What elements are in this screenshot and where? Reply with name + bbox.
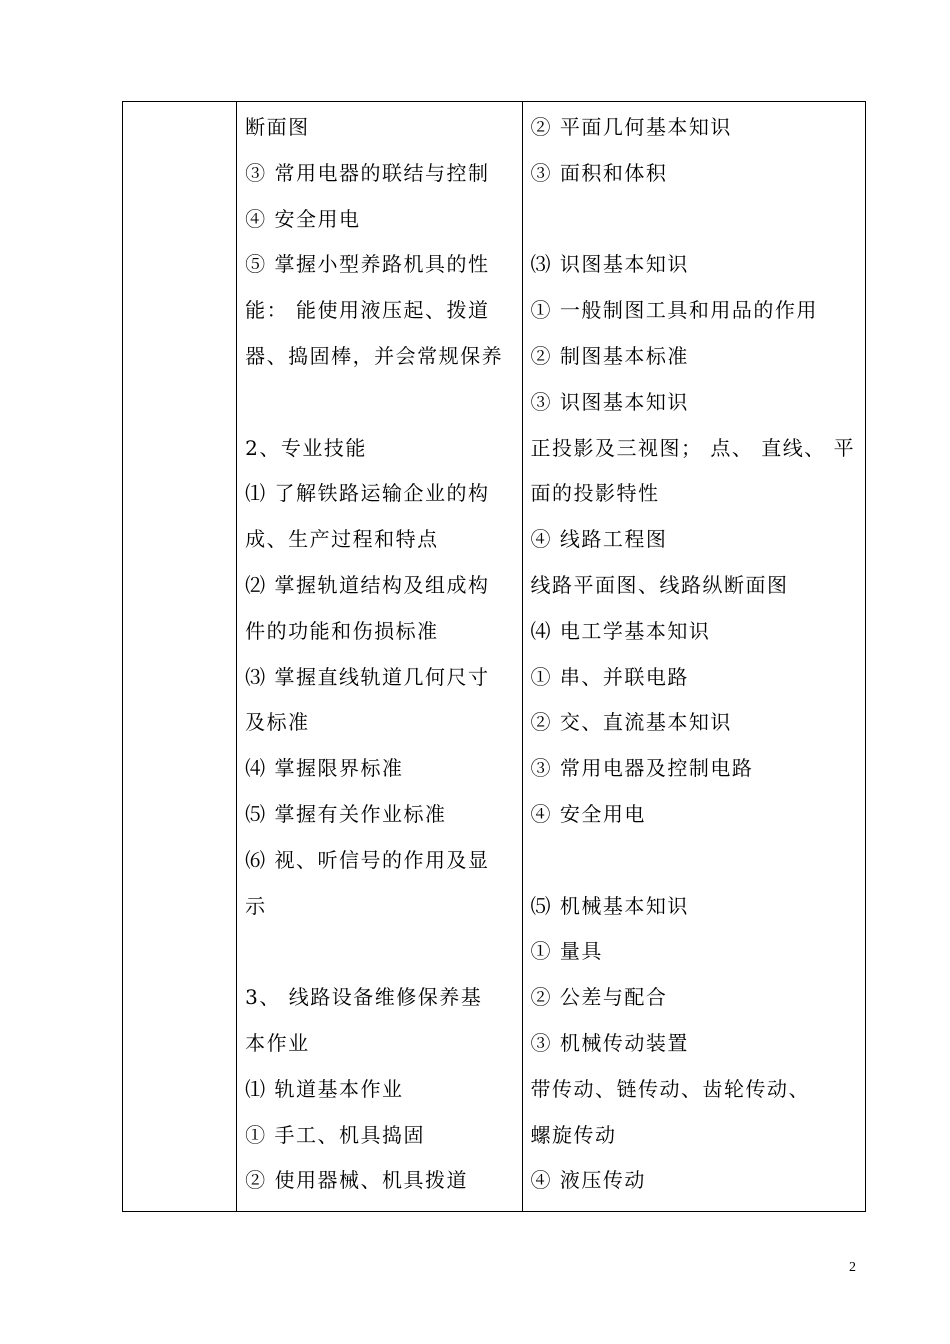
text-line: ⑴ 了解铁路运输企业的构 <box>245 481 490 506</box>
text-line: 及标准 <box>245 710 310 735</box>
text-line: 正投影及三视图； 点、 直线、 平 <box>530 435 856 460</box>
text-line: ① 手工、机具捣固 <box>245 1122 425 1147</box>
text-line: ② 交、直流基本知识 <box>530 710 732 735</box>
text-line: ① 一般制图工具和用品的作用 <box>530 298 818 323</box>
text-line: ③ 机械传动装置 <box>530 1030 689 1055</box>
text-line: 器、捣固棒，并会常规保养 <box>245 343 504 368</box>
text-line: ⑶ 识图基本知识 <box>530 252 689 277</box>
table-cell-skills <box>237 102 522 1212</box>
text-line: 2、专业技能 <box>245 435 367 460</box>
text-line <box>531 204 859 250</box>
text-line <box>245 936 515 982</box>
text-line: ④ 线路工程图 <box>530 527 668 552</box>
text-line: ④ 安全用电 <box>530 801 646 826</box>
skills-text-block <box>237 102 521 1211</box>
text-line: ⑸ 机械基本知识 <box>530 893 689 918</box>
text-line: ⑴ 轨道基本作业 <box>245 1076 404 1101</box>
text-line: 线路平面图、线路纵断面图 <box>530 572 789 597</box>
page-number: 2 <box>849 1260 856 1275</box>
text-line: ③ 面积和体积 <box>530 160 668 185</box>
text-line: ⑶ 掌握直线轨道几何尺寸 <box>245 664 490 689</box>
text-line: ① 串、并联电路 <box>530 664 689 689</box>
text-line <box>531 845 859 891</box>
text-line: ⑷ 电工学基本知识 <box>530 618 711 643</box>
curriculum-table <box>122 101 866 1212</box>
text-line: ④ 液压传动 <box>530 1168 646 1193</box>
text-line: ① 量具 <box>530 939 603 964</box>
table-cell-knowledge <box>522 102 865 1212</box>
text-line: 本作业 <box>245 1030 310 1055</box>
text-line: ② 使用器械、机具拨道 <box>245 1168 468 1193</box>
text-line: 带传动、链传动、齿轮传动、 <box>530 1076 811 1101</box>
table-cell-empty <box>123 102 237 1212</box>
text-line: 能： 能使用液压起、拨道 <box>245 298 490 323</box>
text-line: ⑸ 掌握有关作业标准 <box>245 801 447 826</box>
text-line: 3、 线路设备维修保养基 <box>245 985 483 1010</box>
text-line: 示 <box>245 893 267 918</box>
knowledge-text-block <box>523 102 865 1211</box>
text-line: ⑹ 视、听信号的作用及显 <box>245 847 490 872</box>
text-line: 件的功能和伤损标准 <box>245 618 439 643</box>
text-line: ⑤ 掌握小型养路机具的性 <box>245 252 490 277</box>
text-line: ⑷ 掌握限界标准 <box>245 756 404 781</box>
text-line: ② 制图基本标准 <box>530 343 689 368</box>
text-line: ③ 识图基本知识 <box>530 389 689 414</box>
text-line: ③ 常用电器及控制电路 <box>530 756 754 781</box>
text-line: ② 公差与配合 <box>530 985 668 1010</box>
text-line: ③ 常用电器的联结与控制 <box>245 160 490 185</box>
text-line <box>245 387 515 433</box>
text-line: 成、生产过程和特点 <box>245 527 439 552</box>
text-line: 面的投影特性 <box>530 481 660 506</box>
text-line: 断面图 <box>245 115 310 139</box>
table-row <box>123 102 866 1212</box>
text-line: ④ 安全用电 <box>245 206 361 231</box>
text-line: ⑵ 掌握轨道结构及组成构 <box>245 572 490 597</box>
text-line: ② 平面几何基本知识 <box>530 115 732 139</box>
text-line: 螺旋传动 <box>530 1122 617 1147</box>
